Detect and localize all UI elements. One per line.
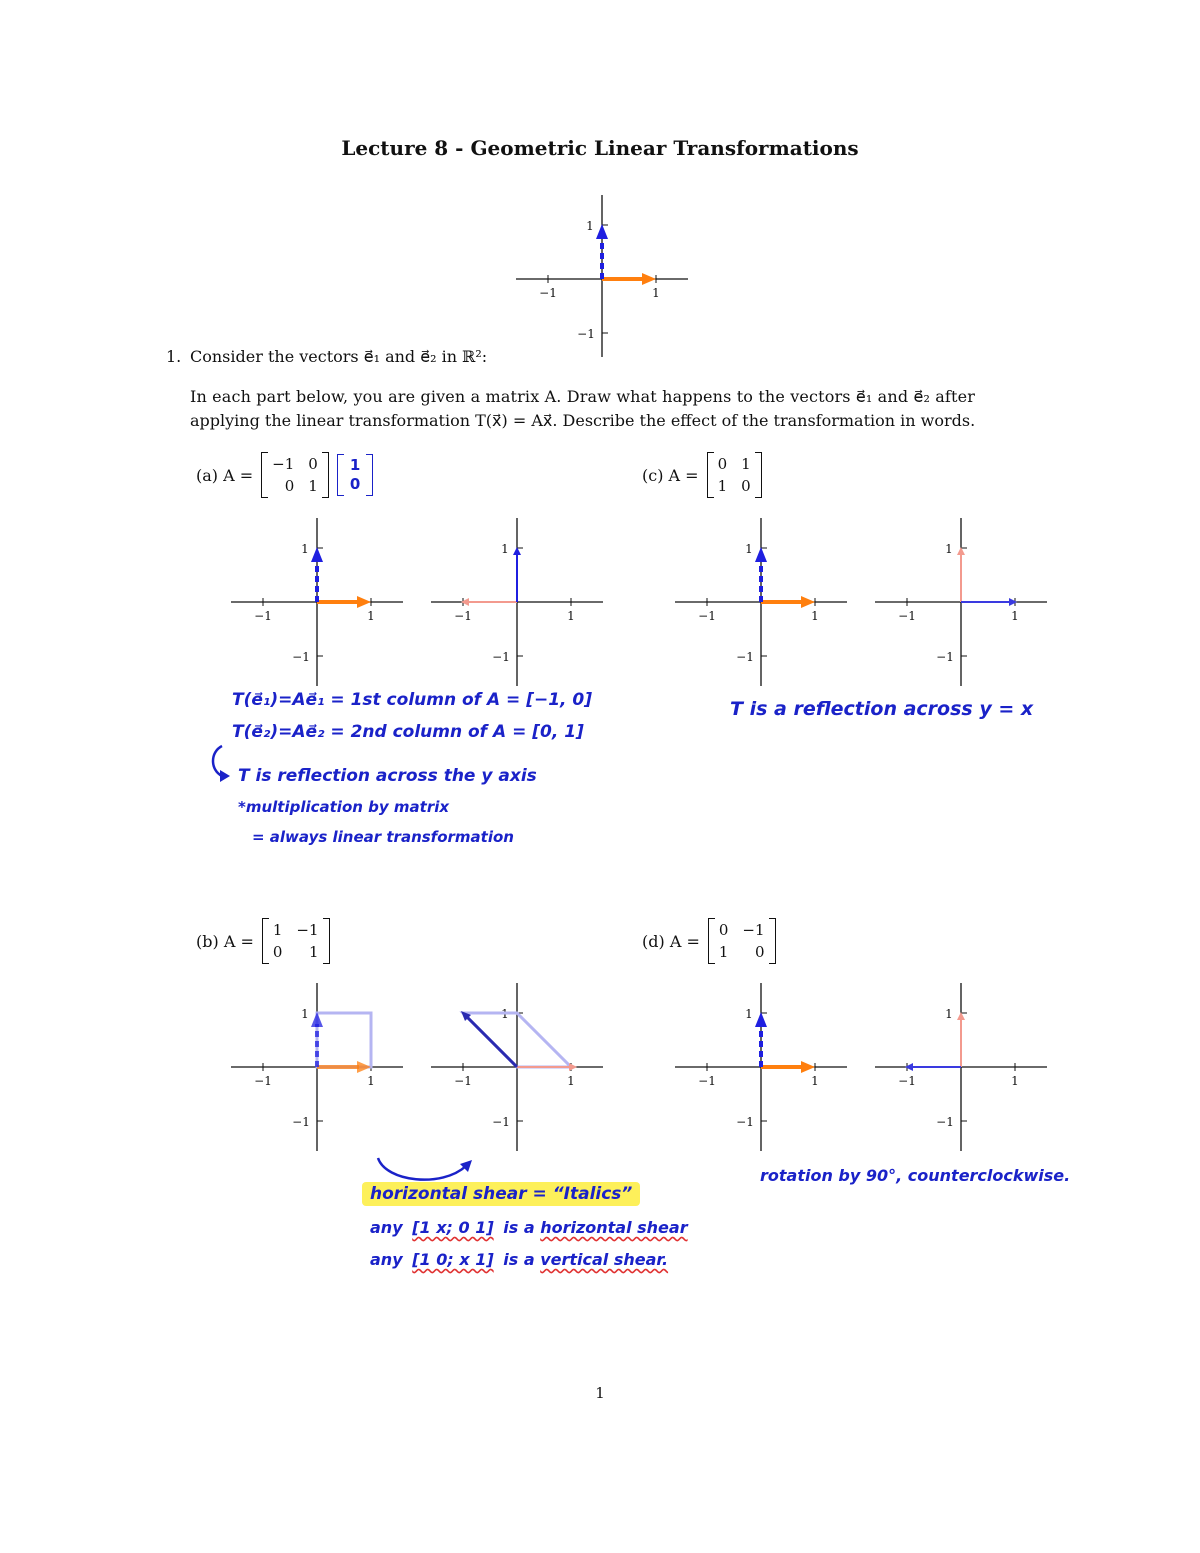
part-c-header [642,452,762,498]
part-b-header [196,918,330,964]
y-tick-label: −1 [492,1115,510,1129]
matrix-entry: 1 [741,455,751,473]
highlight: horizontal shear = “Italics” [362,1182,640,1206]
part-c-label: (c) A = [642,465,699,485]
part-c-note: T is a reflection across y = x [730,698,1034,720]
e2-arrowhead [596,224,608,239]
part-d-header [642,918,776,964]
part-d-transformed-plot [875,983,1047,1143]
x-tick-label: 1 [567,1074,575,1088]
x-tick-label: −1 [454,609,472,623]
part-b-highlight-note [362,1184,640,1204]
x-tick-label: 1 [367,1074,375,1088]
part-a-note-2: T(e⃗₂)=Ae⃗₂ = 2nd column of A = [0, 1] [232,722,584,742]
e1-arrowhead [357,1061,371,1073]
matrix-entry: 0 [308,455,318,473]
part-b-note-1 [370,1218,688,1237]
part-d-note: rotation by 90°, counterclockwise. [760,1166,1071,1185]
part-a-matrix [261,452,329,498]
note-mid: is a [503,1250,535,1269]
y-tick-label: −1 [936,650,954,664]
x-tick-label: 1 [811,1074,819,1088]
part-a-note-3: T is reflection across the y axis [238,766,537,786]
y-tick-label: −1 [292,1115,310,1129]
e1-arrowhead [642,273,656,285]
x-tick-label: −1 [254,609,272,623]
part-a-label: (a) A = [196,465,254,485]
intro-plot-svg [516,206,688,366]
note-tail: vertical shear. [540,1250,669,1269]
e1-arrowhead [801,1061,815,1073]
question-prompt: Consider the vectors e⃗₁ and e⃗₂ in ℝ²: [190,347,488,366]
e2-arrowhead [755,547,767,562]
y-tick-label: 1 [745,542,753,556]
y-tick-label: −1 [736,650,754,664]
intro-plot [516,206,688,366]
part-d-label: (d) A = [642,931,700,951]
matrix-entry: 0 [717,455,728,473]
e1-arrowhead [801,596,815,608]
note-prefix: any [370,1250,403,1269]
matrix-entry: 0 [754,943,765,961]
x-tick-label: 1 [652,286,660,300]
matrix-entry: −1 [272,455,295,473]
x-tick-label: −1 [698,1074,716,1088]
part-c-matrix [707,452,762,498]
matrix-entry: 1 [717,477,728,495]
note-prefix: any [370,1218,403,1237]
y-tick-label: 1 [301,542,309,556]
matrix-entry: 1 [272,921,283,939]
part-a-note-5: = always linear transformation [252,828,514,846]
y-tick-label: 1 [586,219,594,233]
e2-arrowhead [311,547,323,562]
part-b-label: (b) A = [196,931,254,951]
matrix-entry: 0 [272,943,283,961]
part-a-note-4: *multiplication by matrix [238,798,450,816]
matrix-entry: −1 [742,921,765,939]
part-a-curved-arrow [208,742,240,786]
note-matrix: [1 0; x 1] [412,1250,494,1269]
part-a-note-1: T(e⃗₁)=Ae⃗₁ = 1st column of A = [−1, 0] [232,690,593,710]
y-tick-label: −1 [577,327,595,341]
x-tick-label: −1 [898,1074,916,1088]
y-tick-label: 1 [745,1007,753,1021]
x-tick-label: −1 [539,286,557,300]
y-tick-label: 1 [501,542,509,556]
part-b-note-2 [370,1250,668,1269]
part-b-matrix [262,918,330,964]
y-tick-label: 1 [945,542,953,556]
y-tick-label: 1 [501,1007,509,1021]
matrix-entry: 0 [284,477,295,495]
note-mid: is a [503,1218,535,1237]
matrix-entry: 1 [718,943,729,961]
part-d-matrix [708,918,776,964]
part-b-transformed-plot [431,983,603,1143]
page-number: 1 [595,1384,605,1402]
y-tick-label: 1 [301,1007,309,1021]
e1-arrowhead [357,596,371,608]
part-d-original-plot [675,983,847,1143]
page-title: Lecture 8 - Geometric Linear Transformations [341,136,859,160]
x-tick-label: 1 [367,609,375,623]
instructions-line-2: applying the linear transformation T(x⃗) = Ax⃗. Describe the effect of the transformation in words. [190,411,976,430]
unit-square [317,1013,371,1067]
question-number: 1. [166,347,182,366]
part-a-header [196,452,373,498]
part-a-handwritten-vector [337,454,373,496]
y-tick-label: −1 [292,650,310,664]
x-tick-label: −1 [254,1074,272,1088]
matrix-entry: 0 [741,477,751,495]
y-tick-label: 1 [945,1007,953,1021]
part-c-original-plot [675,518,847,678]
matrix-entry: −1 [296,921,319,939]
part-c-transformed-plot [875,518,1047,678]
note-matrix: [1 x; 0 1] [412,1218,494,1237]
x-tick-label: 1 [1011,1074,1019,1088]
y-tick-label: −1 [736,1115,754,1129]
part-a-transformed-plot [431,518,603,678]
vector-entry: 1 [349,456,361,474]
x-tick-label: 1 [567,609,575,623]
x-tick-label: −1 [898,609,916,623]
x-tick-label: −1 [454,1074,472,1088]
instructions-line-1: In each part below, you are given a matrix A. Draw what happens to the vectors e⃗₁ and e⃗₂ after [190,387,976,406]
part-a-original-plot [231,518,403,678]
e2-arrowhead [755,1012,767,1027]
part-b-original-plot [231,983,403,1143]
matrix-entry: 1 [308,943,319,961]
x-tick-label: 1 [811,609,819,623]
matrix-entry: 1 [308,477,318,495]
y-tick-label: −1 [936,1115,954,1129]
x-tick-label: −1 [698,609,716,623]
x-tick-label: 1 [1011,609,1019,623]
note-tail: horizontal shear [540,1218,688,1237]
vector-entry: 0 [349,475,361,493]
y-tick-label: −1 [492,650,510,664]
matrix-entry: 0 [718,921,729,939]
